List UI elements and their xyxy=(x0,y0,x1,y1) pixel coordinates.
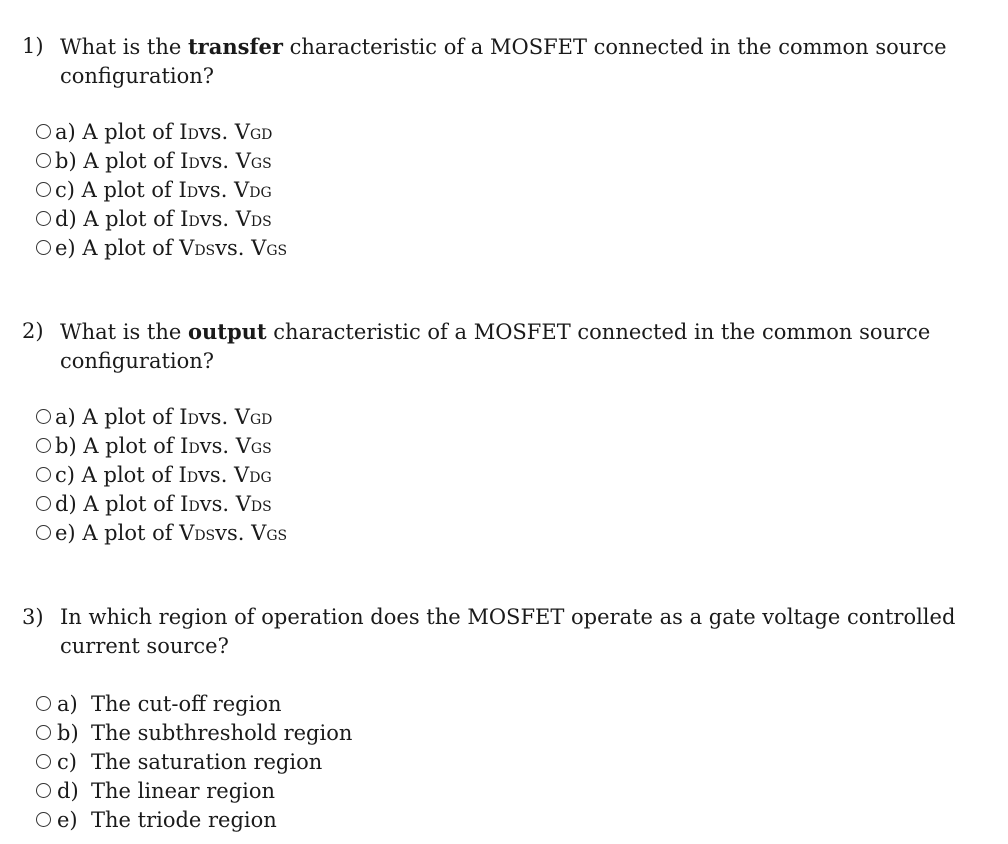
radio-button[interactable] xyxy=(36,182,51,197)
question-line-2: configuration? xyxy=(60,64,215,88)
emphasis: output xyxy=(187,319,267,344)
option-a[interactable]: a) A plot of I D vs. V GD xyxy=(36,117,272,146)
option-c[interactable]: c) A plot of I D vs. V DG xyxy=(36,175,272,204)
radio-button[interactable] xyxy=(36,409,51,424)
question-number: 1) xyxy=(22,34,44,58)
question-number: 2) xyxy=(22,319,44,343)
option-c[interactable]: c) A plot of I D vs. V DG xyxy=(36,460,272,489)
option-c[interactable]: c) The saturation region xyxy=(36,747,322,776)
option-a[interactable]: a) A plot of I D vs. V GD xyxy=(36,402,272,431)
option-b[interactable]: b) The subthreshold region xyxy=(36,718,352,747)
radio-button[interactable] xyxy=(36,240,51,255)
question-line-2: configuration? xyxy=(60,349,215,373)
option-d[interactable]: d) A plot of I D vs. V DS xyxy=(36,204,272,233)
option-d[interactable]: d) A plot of I D vs. V DS xyxy=(36,489,272,518)
radio-button[interactable] xyxy=(36,525,51,540)
radio-button[interactable] xyxy=(36,438,51,453)
radio-button[interactable] xyxy=(36,783,51,798)
radio-button[interactable] xyxy=(36,153,51,168)
question-text xyxy=(60,317,960,376)
question-line-1: What is the transfer characteristic of a MOSFET connected in the common source xyxy=(60,34,947,59)
question-text xyxy=(60,603,960,661)
option-d[interactable]: d) The linear region xyxy=(36,776,275,805)
option-e[interactable]: e) A plot of V DS vs. V GS xyxy=(36,233,287,262)
option-a[interactable]: a) The cut-off region xyxy=(36,689,282,718)
radio-button[interactable] xyxy=(36,467,51,482)
question-line-1: What is the output characteristic of a MOSFET connected in the common source xyxy=(60,319,931,344)
radio-button[interactable] xyxy=(36,496,51,511)
question-line-1: In which region of operation does the MOSFET operate as a gate voltage controlled xyxy=(60,605,956,629)
radio-button[interactable] xyxy=(36,211,51,226)
radio-button[interactable] xyxy=(36,124,51,139)
radio-button[interactable] xyxy=(36,725,51,740)
emphasis: transfer xyxy=(187,34,283,59)
question-line-2: current source? xyxy=(60,634,229,658)
option-e[interactable]: e) The triode region xyxy=(36,805,277,834)
radio-button[interactable] xyxy=(36,812,51,827)
radio-button[interactable] xyxy=(36,754,51,769)
option-e[interactable]: e) A plot of V DS vs. V GS xyxy=(36,518,287,547)
question-text xyxy=(60,32,960,91)
option-b[interactable]: b) A plot of I D vs. V GS xyxy=(36,431,272,460)
radio-button[interactable] xyxy=(36,696,51,711)
option-b[interactable]: b) A plot of I D vs. V GS xyxy=(36,146,272,175)
question-number: 3) xyxy=(22,605,44,629)
